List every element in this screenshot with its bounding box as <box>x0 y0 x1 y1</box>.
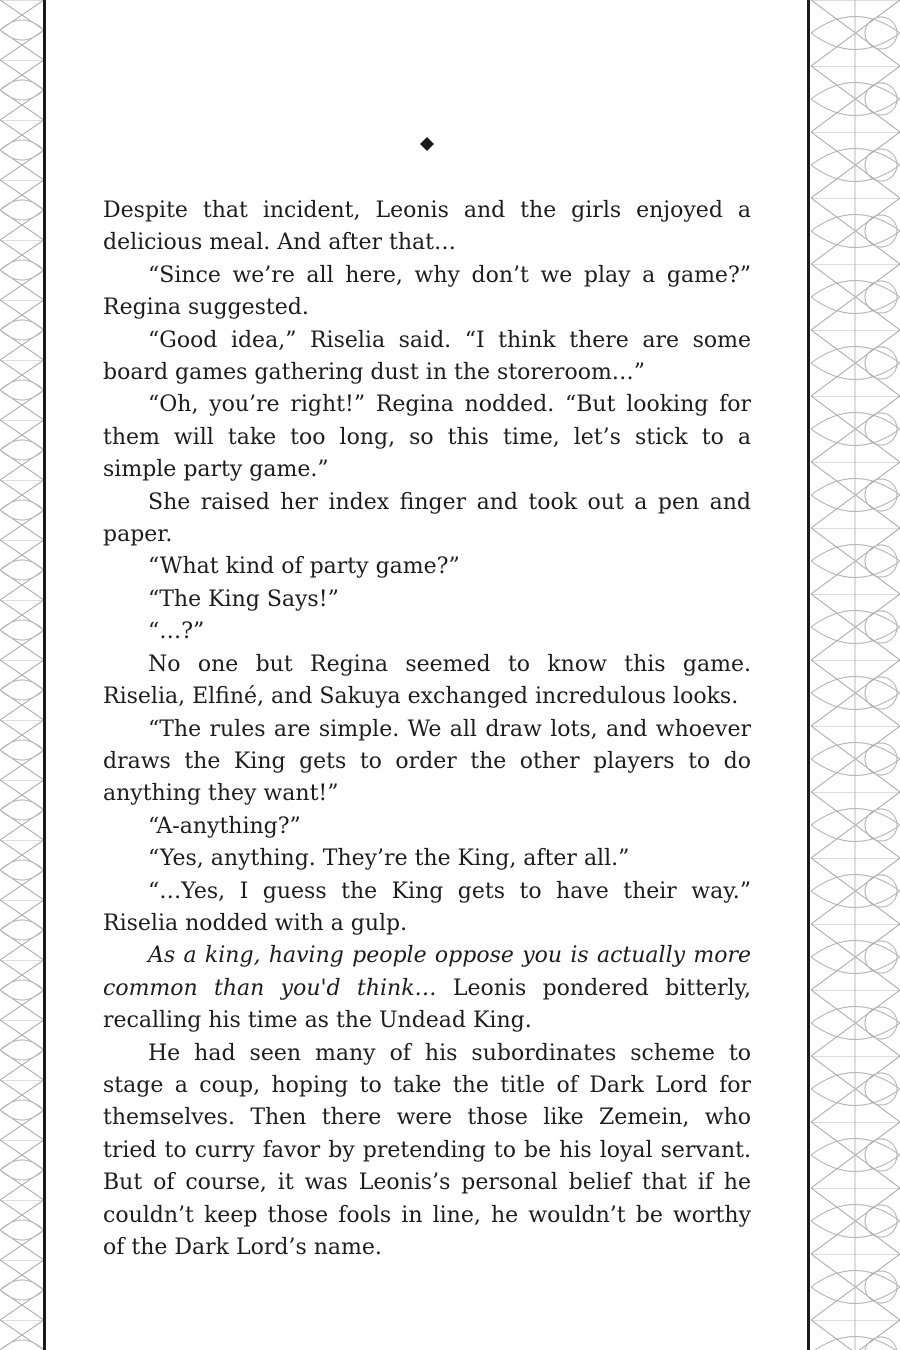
paragraph: “The King Says!” <box>148 586 339 612</box>
paragraph: “Oh, you’re right!” Regina nodded. “But looking for them will take too long, so this time, let’s stick to a simple party game.” <box>103 392 751 483</box>
paragraph: “What kind of party game?” <box>148 554 460 580</box>
left-border-line <box>43 0 46 1350</box>
paragraph: “…?” <box>148 619 205 645</box>
paragraph: “Since we’re all here, why don’t we play a game?” Regina suggested. <box>103 262 751 321</box>
italic-thought: As a king, having people oppose you is actually more common than you'd think… <box>103 943 751 1001</box>
diamond-icon <box>420 137 434 151</box>
paragraph: “The rules are simple. We all draw lots, and whoever draws the King gets to order the other players to do anything they want!” <box>103 716 751 807</box>
thought-continuation: Leonis pondered bitterly, recalling his time as the Undead King. <box>103 975 751 1034</box>
paragraph: She raised her index finger and took out a pen and paper. <box>103 489 751 548</box>
paragraph: “…Yes, I guess the King gets to have their way.” Riselia nodded with a gulp. <box>103 878 751 936</box>
paragraph: “Good idea,” Riselia said. “I think there are some board games gathering dust in the storeroom…” <box>103 327 751 386</box>
paragraph: “A-anything?” <box>148 813 301 839</box>
paragraph: He had seen many of his subordinates scheme to stage a coup, hoping to take the title of Dark Lord for themselves. Then there were those like Zemein, who tried to curry favor by pretending to be his loyal servant. But of course, it was Leonis’s personal belief that if he couldn’t keep those fools in line, he wouldn’t be worthy of the Dark Lord’s name. <box>103 1040 751 1260</box>
italic-thought-paragraph <box>103 940 751 1037</box>
body-text <box>103 195 751 1264</box>
left-decorative-pattern <box>0 0 44 1350</box>
right-decorative-pattern <box>811 0 900 1350</box>
right-border-line <box>807 0 810 1350</box>
paragraph: “Yes, anything. They’re the King, after all.” <box>148 846 630 872</box>
paragraph: Despite that incident, Leonis and the girls enjoyed a delicious meal. And after that… <box>103 198 751 256</box>
paragraph: No one but Regina seemed to know this game. Riselia, Elfiné, and Sakuya exchanged incredulous looks. <box>103 651 751 710</box>
